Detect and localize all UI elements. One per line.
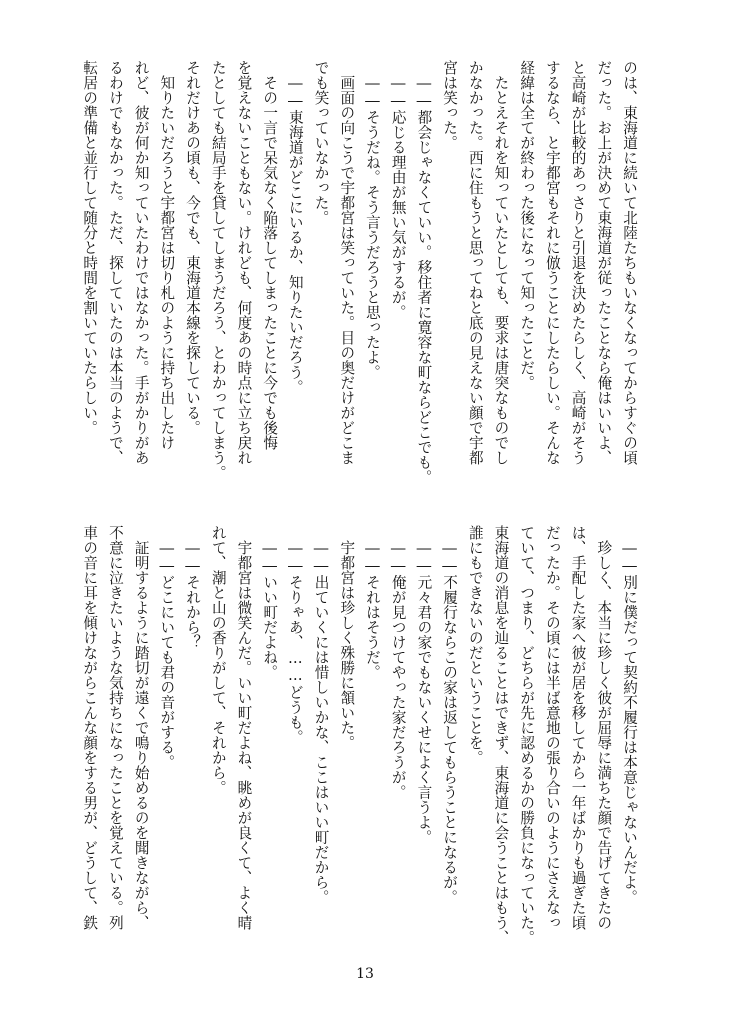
text-line: を覚えないこともない。けれども、何度あの時点に立ち戻れ — [235, 60, 253, 465]
text-line: ――別に僕だって契約不履行は本意じゃないんだよ。 — [621, 525, 638, 905]
text-line: ――どこにいても君の音がする。 — [158, 525, 176, 770]
text-line: ――応じる理由が無い気がするが。 — [389, 60, 407, 320]
text-line: は、手配した家へ彼が居を移してから一年ばかりも過ぎた頃 — [569, 525, 587, 930]
text-line: たとしても結局手を貸してしまうだろう、とわかってしまう。 — [209, 60, 227, 480]
text-line: 宇都宮は珍しく殊勝に頷いた。 — [338, 525, 356, 750]
text-line: 東海道の消息を辿ることはできず、東海道に会うことはもう、 — [492, 525, 510, 945]
text-line: するなら、と宇都宮もそれに倣うことにしたらしい。そんな — [543, 60, 561, 465]
text-line: だったか。その頃には半ば意地の張り合いのようにさえなっ — [543, 525, 561, 930]
text-line: 宮は笑った。 — [441, 60, 459, 150]
text-block-bottom — [0, 525, 642, 945]
text-line: たとえそれを知っていたとしても、要求は唐突なものでし — [492, 60, 510, 465]
text-line: ――出ていくには惜しいかな、ここはいい町だから。 — [312, 525, 330, 905]
text-line: ていて、つまり、どちらが先に認めるかの勝負になっていた。 — [518, 525, 536, 945]
text-line: ――そうだね。そう言うだろうと思ったよ。 — [363, 60, 381, 380]
text-line: でも笑っていなかった。 — [312, 60, 330, 225]
text-line: 車の音に耳を傾けながらこんな顔をする男が、どうして、鉄 — [81, 525, 99, 930]
text-line: 経緯は全てが終わった後になって知ったことだ。 — [518, 60, 536, 390]
text-line: ――不履行ならこの家は返してもらうことになるが。 — [441, 525, 459, 905]
text-line: ――いい町だよね。 — [261, 525, 279, 680]
text-line: 画面の向こうで宇都宮は笑っていた。目の奥だけがどこま — [338, 60, 356, 465]
text-line: 誰にもできないのだということを。 — [466, 525, 484, 765]
text-line: 珍しく、本当に珍しく彼が屈辱に満ちた顔で告げてきたの — [595, 525, 613, 930]
text-line: だった。お上が決めて東海道が従ったことなら俺はいいよ、 — [595, 60, 613, 465]
page-number: 13 — [356, 966, 374, 982]
text-line: 宇都宮は微笑んだ。いい町だよね、眺めが良くて、よく晴 — [235, 525, 253, 930]
text-line: 証明するように踏切が遠くで鳴り始めるのを聞きながら、 — [132, 525, 150, 930]
text-line: れて、潮と山の香りがして、それから。 — [209, 525, 227, 795]
text-line: 知りたいだろうと宇都宮は切り札のように持ち出したけ — [158, 60, 176, 450]
text-line: ――そりゃあ、……どうも。 — [286, 525, 304, 745]
text-line: ――都会じゃなくていい。移住者に寛容な町ならどこでも。 — [415, 60, 433, 485]
text-line: その一言で呆気なく陥落してしまったことに今でも後悔 — [261, 60, 279, 450]
text-line: と高崎が比較的あっさりと引退を決めたらしく、高崎がそう — [569, 60, 587, 465]
text-line: ――東海道がどこにいるか、知りたいだろう。 — [286, 60, 304, 395]
text-line: それだけあの頃も、今でも、東海道本線を探している。 — [184, 60, 202, 435]
text-line: るわけでもなかった。ただ、探していたのは本当のようで、 — [106, 60, 124, 465]
text-line: ――元々君の家でもないくせによく言うよ。 — [415, 525, 433, 845]
text-block-top — [0, 60, 642, 500]
text-line: ――それはそうだ。 — [363, 525, 381, 680]
text-line: れど、彼が何か知っていたわけではなかった。手がかりがあ — [132, 60, 150, 465]
text-line: ――それから？ — [184, 525, 202, 650]
text-line: 不意に泣きたいような気持ちになったことを覚えている。列 — [106, 525, 124, 930]
text-line: ――俺が見つけてやった家だろうが。 — [389, 525, 407, 800]
text-line: 転居の準備と並行して随分と時間を割いていたらしい。 — [81, 60, 99, 435]
text-line: かなかった。西に住もうと思ってねと底の見えない顔で宇都 — [466, 60, 484, 465]
text-line: のは、東海道に続いて北陸たちもいなくなってからすぐの頃 — [621, 60, 638, 465]
